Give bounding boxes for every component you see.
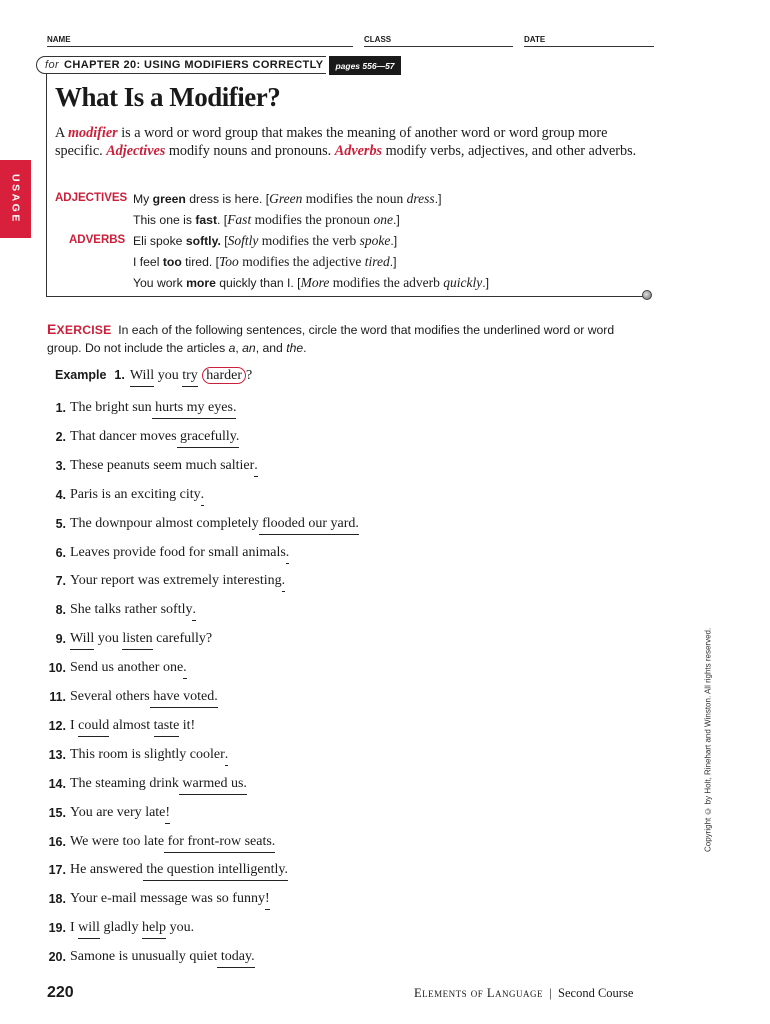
- underlined-word: hurts my eyes.: [152, 400, 237, 419]
- item-sentence: [70, 949, 255, 968]
- class-line: [364, 46, 513, 47]
- underlined-word: have voted.: [150, 689, 218, 708]
- sentence-text: interesting: [222, 573, 282, 589]
- example-label: Example: [55, 368, 107, 382]
- underlined-word: will: [78, 920, 100, 939]
- sentence-text: Paris is an exciting: [70, 486, 180, 502]
- sentence-text: saltier: [220, 457, 255, 473]
- sentence-text: answered: [89, 862, 143, 878]
- exercise-item: [36, 660, 187, 679]
- sentence-text: Several: [70, 689, 116, 704]
- chapter-bar: [36, 56, 326, 74]
- sentence-text: These peanuts seem much: [70, 457, 221, 473]
- item-sentence: [70, 862, 288, 881]
- exercise-item: [36, 487, 204, 506]
- item-sentence: [70, 747, 228, 766]
- underlined-word: .: [225, 747, 229, 766]
- exercise-item: [36, 891, 270, 910]
- item-number: 10.: [48, 661, 66, 676]
- item-number: 12.: [48, 718, 66, 733]
- sentence-text: funny: [232, 891, 265, 907]
- sentence-text: one: [162, 660, 184, 676]
- date-line: [524, 46, 654, 47]
- sentence-text: Your report was extremely: [70, 573, 223, 589]
- exercise-item: [36, 545, 289, 564]
- sentence-text: you: [94, 631, 123, 647]
- adverbs-label: ADVERBS: [69, 234, 126, 246]
- item-number: 2.: [55, 429, 66, 444]
- item-number: 7.: [55, 574, 66, 589]
- class-label: CLASS: [364, 35, 392, 44]
- sentence-text: animals: [242, 544, 286, 560]
- item-number: 14.: [48, 776, 66, 791]
- exercise-item: [36, 920, 194, 939]
- sentence-text: You are very: [70, 804, 146, 820]
- underlined-word: .: [254, 458, 258, 477]
- intro-text: is a word or word group that makes the meaning of another word or word group more specific.: [55, 125, 608, 159]
- sentence-text: softly: [160, 602, 193, 618]
- underlined-word: .: [282, 573, 286, 592]
- item-sentence: [70, 660, 187, 679]
- sentence-text: sun: [132, 400, 152, 415]
- item-sentence: [70, 429, 239, 448]
- name-label: NAME: [47, 35, 71, 44]
- sentence-text: cooler: [189, 746, 225, 762]
- sentence-text: He: [70, 862, 90, 878]
- intro-text: modify verbs, adjectives, and other adverbs.: [382, 143, 637, 159]
- intro-text: A: [55, 125, 69, 141]
- term-adverbs: Adverbs: [334, 143, 383, 159]
- item-sentence: [70, 631, 212, 650]
- copyright-notice: Copyright © by Holt, Rinehart and Winston. All rights reserved.: [703, 627, 713, 853]
- item-sentence: [70, 805, 170, 824]
- item-sentence: [70, 545, 289, 564]
- exercise-item: [36, 516, 359, 535]
- underlined-word: the question intelligently.: [143, 862, 288, 881]
- sentence-text: gladly: [99, 920, 142, 936]
- frame-bottom-rule: [46, 296, 646, 297]
- sentence-text: quiet: [189, 949, 218, 965]
- term-adjectives: Adjectives: [106, 143, 166, 159]
- item-sentence: [70, 487, 204, 506]
- exercise-item: [36, 631, 212, 650]
- sentence-text: The bright: [70, 400, 133, 415]
- item-number: 1.: [55, 401, 66, 415]
- underlined-word: listen: [122, 631, 152, 650]
- sentence-text: moves: [139, 428, 177, 444]
- sentence-text: Samone is unusually: [70, 949, 190, 965]
- underlined-word: .: [183, 660, 187, 679]
- underlined-word: !: [265, 891, 270, 910]
- underlined-word: .: [192, 602, 196, 621]
- exercise-item: [36, 458, 258, 477]
- adjectives-label: ADJECTIVES: [55, 192, 128, 204]
- sentence-text: city: [179, 486, 201, 502]
- item-number: 15.: [48, 805, 66, 820]
- chapter-for: for: [45, 59, 60, 71]
- example-sentence-4: I feel too tired. [Too modifies the adjective tired.]: [133, 254, 397, 269]
- exercise-item: [36, 834, 275, 853]
- item-sentence: [70, 458, 258, 477]
- item-number: 13.: [48, 747, 66, 762]
- sentence-text: We were too: [70, 833, 144, 849]
- sentence-text: others: [115, 689, 150, 704]
- exercise-item: [36, 602, 196, 621]
- item-sentence: [70, 834, 275, 853]
- item-sentence: [70, 400, 236, 419]
- sentence-text: Your e-mail message was so: [70, 891, 233, 907]
- exercise-item: [36, 862, 288, 881]
- sentence-text: drink: [149, 775, 179, 791]
- sentence-text: I: [70, 717, 79, 733]
- chapter-pages: pages 556—57: [329, 56, 401, 75]
- underlined-word: help: [142, 920, 166, 939]
- sentence-text: That dancer: [70, 428, 140, 444]
- underlined-word: flooded our yard.: [259, 516, 359, 535]
- item-sentence: [70, 602, 196, 621]
- example-sentence-5: You work more quickly than I. [More modifies the adverb quickly.]: [133, 275, 490, 290]
- item-number: 6.: [55, 545, 66, 560]
- exercise-label: EXERCISE: [47, 321, 112, 337]
- sentence-text: She talks rather: [70, 602, 161, 618]
- underlined-word: today.: [217, 949, 254, 968]
- frame-left-rule: [46, 74, 47, 297]
- sentence-text: I: [70, 920, 79, 936]
- page-title: What Is a Modifier?: [55, 82, 281, 112]
- item-sentence: [70, 920, 194, 939]
- item-number: 20.: [48, 950, 66, 965]
- sentence-text: almost: [109, 717, 154, 733]
- exercise-instructions: EXERCISE In each of the following sentences, circle the word that modifies the underlined word or word group. Do not include the articles a, an, and the.: [47, 321, 615, 355]
- term-modifier: modifier: [68, 125, 118, 141]
- chapter-title: CHAPTER 20: USING MODIFIERS CORRECTLY: [64, 59, 324, 71]
- item-number: 11.: [49, 690, 66, 704]
- usage-tab-label: USAGE: [9, 174, 22, 224]
- item-sentence: [70, 573, 285, 592]
- exercise-item: [36, 400, 236, 419]
- example-sentence-1: My green dress is here. [Green modifies the noun dress.]: [133, 191, 442, 206]
- item-number: 8.: [55, 603, 66, 618]
- item-sentence: [70, 891, 270, 910]
- underlined-word: gracefully.: [177, 429, 240, 448]
- item-sentence: [70, 718, 195, 737]
- item-number: 17.: [48, 863, 66, 878]
- sentence-text: late: [145, 804, 166, 820]
- page-number: 220: [47, 984, 74, 1001]
- sentence-text: This room is slightly: [70, 746, 190, 762]
- name-line: [47, 46, 353, 47]
- intro-text: modify nouns and pronouns.: [165, 143, 335, 159]
- exercise-item: [36, 718, 195, 737]
- exercise-item: [36, 747, 228, 766]
- sentence-text: Leaves provide food for small: [70, 544, 243, 560]
- item-sentence: [70, 689, 218, 708]
- item-number: 19.: [48, 921, 66, 936]
- sentence-text: late: [143, 833, 165, 849]
- example-number: 1.: [114, 368, 125, 382]
- exercise-example: Example 1. Will you try harder ?: [55, 368, 252, 387]
- example-sentence-3: Eli spoke softly. [Softly modifies the verb spoke.]: [133, 233, 398, 248]
- lesson-intro: [55, 124, 645, 160]
- item-number: 18.: [48, 892, 66, 907]
- date-label: DATE: [524, 35, 546, 44]
- item-number: 5.: [55, 516, 66, 531]
- sentence-text: Send us another: [70, 660, 163, 676]
- sentence-text: it!: [179, 717, 196, 733]
- exercise-item: [36, 573, 285, 592]
- sentence-text: carefully?: [152, 631, 213, 647]
- exercise-item: [36, 689, 218, 708]
- exercise-item: [36, 776, 247, 795]
- item-number: 9.: [55, 632, 66, 647]
- underlined-word: .: [286, 545, 290, 564]
- book-title: Elements of Language | Second Course: [414, 986, 634, 1000]
- sentence-text: you.: [166, 920, 195, 936]
- circled-answer: harder: [202, 367, 246, 384]
- item-number: 16.: [48, 834, 66, 849]
- underlined-word: !: [165, 805, 170, 824]
- sentence-text: The steaming: [70, 775, 150, 791]
- sentence-text: The downpour almost: [70, 515, 197, 531]
- example-sentence-2: This one is fast. [Fast modifies the pronoun one.]: [133, 212, 400, 227]
- item-number: 3.: [55, 458, 66, 473]
- exercise-item: [36, 949, 255, 968]
- item-sentence: [70, 776, 247, 795]
- exercise-item: [36, 429, 239, 448]
- underlined-word: could: [78, 718, 109, 737]
- usage-side-tab: [0, 160, 31, 238]
- exercise-item: [36, 805, 170, 824]
- underlined-word: Will: [70, 631, 94, 650]
- frame-knob-icon: [642, 290, 652, 300]
- underlined-word: .: [201, 487, 205, 506]
- underlined-word: for front-row seats.: [164, 834, 275, 853]
- item-sentence: [70, 516, 359, 535]
- item-number: 4.: [55, 487, 66, 502]
- underlined-word: warmed us.: [179, 776, 247, 795]
- sentence-text: completely: [196, 515, 259, 531]
- underlined-word: taste: [154, 718, 180, 737]
